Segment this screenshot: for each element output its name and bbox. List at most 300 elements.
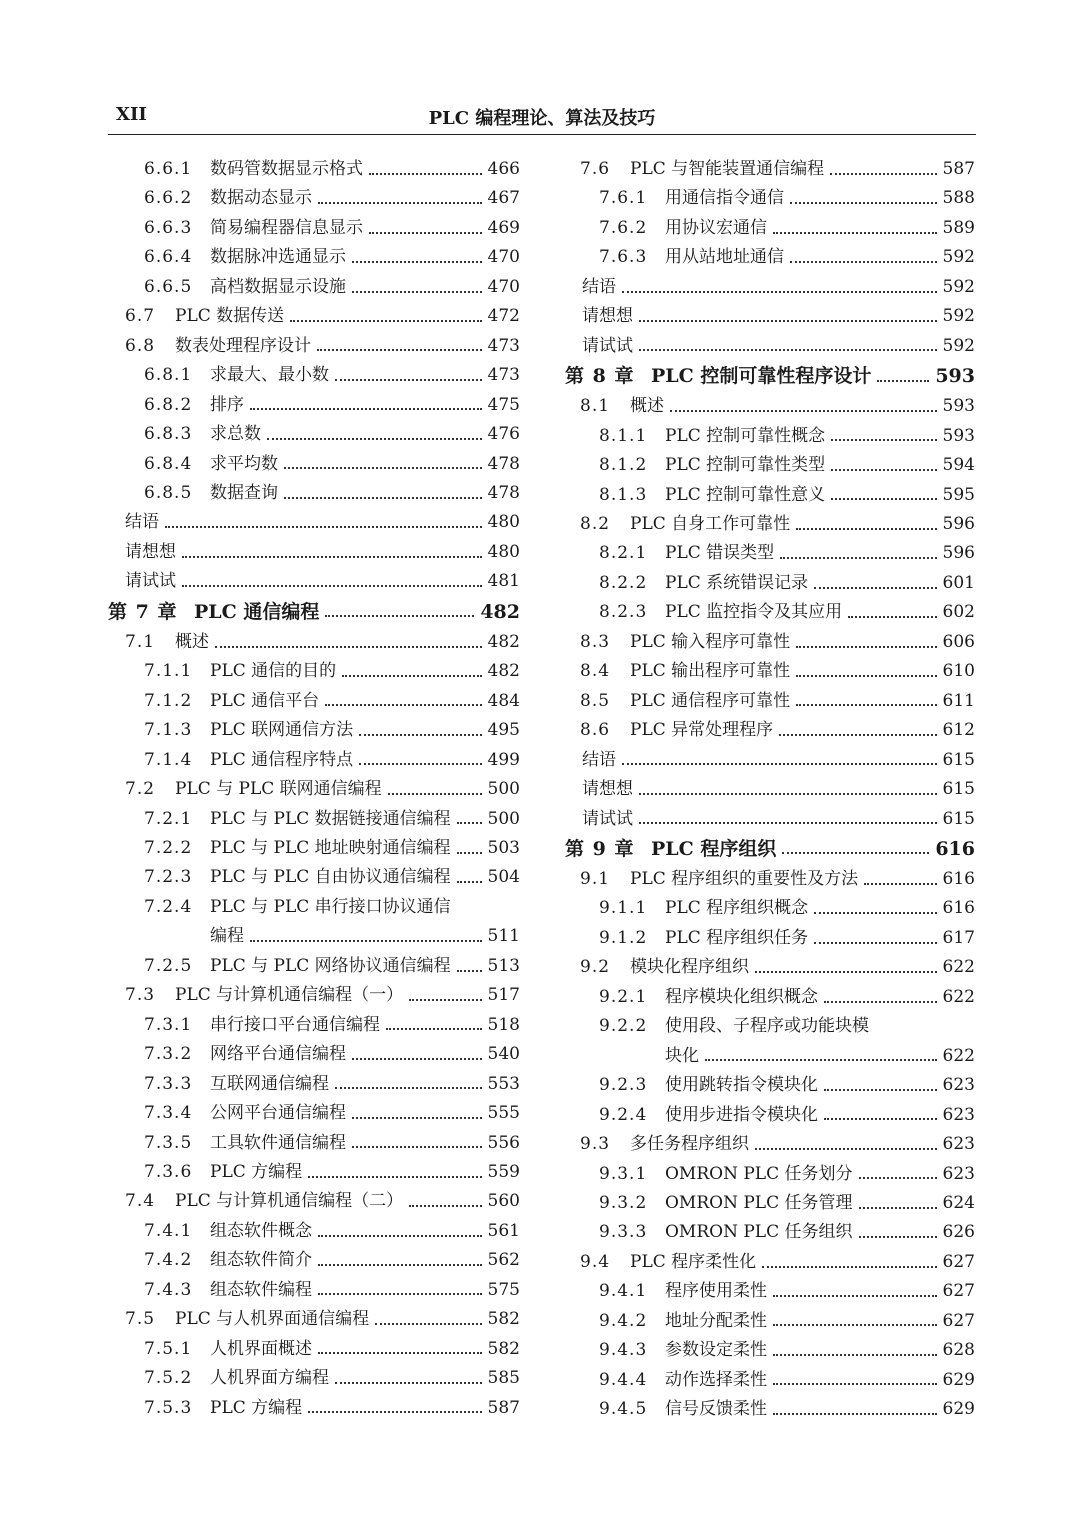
entry-title: OMRON PLC 任务管理 [665, 1192, 853, 1213]
chapter-entry [108, 597, 520, 628]
entry-title: 组态软件简介 [210, 1250, 312, 1271]
toc-entry [565, 1189, 975, 1218]
entry-number: 7.2.5 [144, 955, 193, 976]
entry-page: 585 [487, 1368, 520, 1389]
entry-page: 478 [487, 453, 520, 474]
entry-page: 611 [942, 690, 975, 711]
dot-leader [267, 438, 482, 440]
entry-title: 请想想 [125, 541, 176, 562]
dot-leader [877, 380, 929, 382]
toc-entry [565, 746, 975, 775]
entry-number: 7.4 [125, 1191, 156, 1212]
entry-number: 7.1 [125, 631, 156, 652]
dot-leader [705, 1059, 937, 1061]
entry-title: PLC 控制可靠性程序设计 [651, 365, 872, 388]
entry-number: 9.4.3 [599, 1340, 648, 1361]
entry-title: PLC 与 PLC 联网通信编程 [175, 779, 382, 800]
entry-number: 9.4 [580, 1251, 611, 1272]
entry-page: 475 [487, 394, 520, 415]
entry-page: 629 [942, 1369, 975, 1390]
toc-entry [565, 422, 975, 451]
dot-leader [773, 1383, 937, 1385]
entry-title: 请想想 [582, 306, 633, 327]
entry-title: 求最大、最小数 [210, 365, 329, 386]
entry-page: 500 [487, 779, 520, 800]
entry-title: PLC 输入程序可靠性 [630, 631, 791, 652]
entry-page: 623 [942, 1134, 975, 1155]
entry-title: 块化 [665, 1045, 699, 1066]
toc-entry [565, 539, 975, 568]
dot-leader [386, 1028, 482, 1030]
entry-title: 公网平台通信编程 [210, 1103, 346, 1124]
entry-number: 第 8 章 [565, 365, 635, 388]
entry-page: 556 [487, 1132, 520, 1153]
toc-entry [108, 302, 520, 331]
entry-title: 模块化程序组织 [630, 957, 749, 978]
entry-page: 517 [487, 985, 520, 1006]
toc-left-column [108, 155, 520, 1423]
entry-number: 9.1.1 [599, 898, 648, 919]
entry-title: OMRON PLC 任务划分 [665, 1163, 853, 1184]
entry-page: 627 [942, 1251, 975, 1272]
dot-leader [831, 439, 936, 441]
entry-page: 518 [487, 1014, 520, 1035]
entry-number: 7.5.1 [144, 1338, 193, 1359]
entry-page: 495 [487, 720, 520, 741]
entry-page: 589 [942, 217, 975, 238]
dot-leader [409, 999, 481, 1001]
entry-number: 7.3.4 [144, 1103, 193, 1124]
entry-page: 615 [942, 808, 975, 829]
entry-number: 9.3.3 [599, 1222, 648, 1243]
dot-leader [814, 912, 936, 914]
dot-leader [773, 1324, 937, 1326]
entry-title: 网络平台通信编程 [210, 1044, 346, 1065]
toc-entry [565, 569, 975, 598]
entry-number: 9.4.2 [599, 1310, 648, 1331]
entry-number: 7.2 [125, 779, 156, 800]
entry-number: 7.3.1 [144, 1014, 193, 1035]
toc-entry [108, 1099, 520, 1128]
toc-entry [565, 332, 975, 361]
entry-number: 6.6.2 [144, 188, 193, 209]
entry-page: 602 [942, 602, 975, 623]
entry-number: 9.1 [580, 868, 611, 889]
toc-entry [565, 273, 975, 302]
entry-number: 第 7 章 [108, 600, 178, 623]
entry-page: 513 [487, 955, 520, 976]
dot-leader [639, 793, 937, 795]
dot-leader [318, 202, 482, 204]
entry-page: 587 [487, 1397, 520, 1418]
entry-number: 6.6.5 [144, 276, 193, 297]
entry-page: 616 [942, 898, 975, 919]
toc-entry [565, 1042, 975, 1071]
entry-title: PLC 与 PLC 网络协议通信编程 [210, 955, 451, 976]
entry-title: PLC 通信编程 [194, 600, 320, 623]
entry-page: 500 [487, 808, 520, 829]
entry-number: 第 9 章 [565, 837, 635, 860]
dot-leader [830, 173, 936, 175]
toc-entry [108, 1394, 520, 1423]
entry-title: 请试试 [125, 571, 176, 592]
entry-title: 数码管数据显示格式 [210, 159, 363, 179]
entry-title: 工具软件通信编程 [210, 1132, 346, 1153]
toc-entry [565, 894, 975, 923]
entry-number: 9.3.2 [599, 1192, 648, 1213]
entry-title: PLC 程序组织概念 [665, 898, 809, 919]
toc-entry [108, 628, 520, 657]
entry-number: 6.7 [125, 306, 156, 327]
toc-entry [108, 1040, 520, 1069]
entry-page: 470 [487, 247, 520, 268]
dot-leader [639, 822, 937, 824]
entry-number: 8.3 [580, 631, 611, 652]
dot-leader [284, 497, 482, 499]
entry-page: 473 [487, 335, 520, 356]
entry-title: 组态软件概念 [210, 1220, 312, 1241]
dot-leader [831, 469, 936, 471]
toc-entry [565, 924, 975, 953]
toc-entry [108, 1187, 520, 1216]
dot-leader [317, 349, 482, 351]
entry-number: 7.5 [125, 1309, 156, 1330]
entry-page: 601 [942, 572, 975, 593]
dot-leader [308, 1176, 481, 1178]
toc-entry [565, 510, 975, 539]
entry-title: 求平均数 [210, 453, 278, 474]
dot-leader [352, 261, 482, 263]
entry-page: 606 [942, 631, 975, 652]
entry-page: 559 [487, 1161, 520, 1182]
toc-entry [565, 657, 975, 686]
dot-leader [388, 793, 482, 795]
entry-page: 582 [487, 1309, 520, 1330]
dot-leader [318, 1352, 482, 1354]
dot-leader [375, 1323, 481, 1325]
entry-page: 624 [942, 1192, 975, 1213]
dot-leader [182, 556, 482, 558]
entry-title: PLC 监控指令及其应用 [665, 602, 843, 623]
entry-page: 555 [487, 1103, 520, 1124]
toc-entry [565, 302, 975, 331]
dot-leader [182, 585, 482, 587]
entry-page: 466 [487, 159, 520, 179]
dot-leader [782, 852, 929, 854]
entry-page: 467 [487, 188, 520, 209]
dot-leader [457, 881, 482, 883]
entry-title: 简易编程器信息显示 [210, 217, 363, 238]
toc-entry [565, 1277, 975, 1306]
entry-title: PLC 通信平台 [210, 690, 320, 711]
entry-page: 562 [487, 1250, 520, 1271]
entry-page: 623 [942, 1075, 975, 1096]
entry-title: PLC 与智能装置通信编程 [630, 159, 825, 179]
dot-leader [342, 675, 481, 677]
entry-page: 596 [942, 513, 975, 534]
entry-page: 623 [942, 1163, 975, 1184]
entry-title: 使用步进指令模块化 [665, 1104, 818, 1125]
entry-page: 481 [487, 571, 520, 592]
dot-leader [359, 734, 481, 736]
entry-page: 503 [487, 837, 520, 858]
entry-number: 8.1.1 [599, 425, 648, 446]
entry-number: 6.8.5 [144, 482, 193, 503]
entry-title: 串行接口平台通信编程 [210, 1014, 380, 1035]
entry-title: PLC 程序组织任务 [665, 927, 809, 948]
entry-title: 使用段、子程序或功能块模 [665, 1016, 869, 1037]
dot-leader [335, 1382, 482, 1384]
entry-number: 7.2.3 [144, 867, 193, 888]
entry-page: 626 [942, 1222, 975, 1243]
dot-leader [622, 763, 937, 765]
entry-page: 472 [487, 306, 520, 327]
entry-title: 程序使用柔性 [665, 1281, 767, 1302]
entry-number: 8.2.3 [599, 602, 648, 623]
toc-entry [565, 184, 975, 213]
toc-entry [108, 1217, 520, 1246]
entry-number: 7.1.2 [144, 690, 193, 711]
entry-number: 8.2 [580, 513, 611, 534]
toc-entry [565, 1130, 975, 1159]
toc-entry [108, 1129, 520, 1158]
toc-entry [565, 1012, 975, 1041]
dot-leader [335, 379, 482, 381]
dot-leader [308, 1411, 481, 1413]
entry-page: 476 [487, 424, 520, 445]
entry-title: PLC 数据传送 [175, 306, 285, 327]
entry-page: 561 [487, 1220, 520, 1241]
entry-page: 480 [487, 512, 520, 533]
dot-leader [369, 173, 482, 175]
entry-title: 结语 [582, 276, 616, 297]
toc-entry [565, 1160, 975, 1189]
entry-title: 组态软件编程 [210, 1279, 312, 1300]
entry-title: 请试试 [582, 808, 633, 829]
toc-entry [108, 952, 520, 981]
entry-title: PLC 与 PLC 数据链接通信编程 [210, 808, 451, 829]
toc-entry [108, 746, 520, 775]
entry-title: PLC 错误类型 [665, 543, 775, 564]
entry-page: 617 [942, 927, 975, 948]
dot-leader [859, 1236, 937, 1238]
entry-title: 请试试 [582, 335, 633, 356]
entry-number: 7.3 [125, 985, 156, 1006]
entry-page: 593 [942, 425, 975, 446]
dot-leader [215, 646, 482, 648]
toc-entry [108, 420, 520, 449]
entry-number: 8.2.1 [599, 543, 648, 564]
dot-leader [165, 526, 482, 528]
toc-entry [565, 598, 975, 627]
toc-entry [565, 1218, 975, 1247]
header-rule [108, 134, 976, 135]
toc-entry [108, 214, 520, 243]
dot-leader [457, 822, 482, 824]
chapter-entry [565, 361, 975, 392]
dot-leader [790, 202, 937, 204]
entry-title: 求总数 [210, 424, 261, 445]
dot-leader [622, 291, 937, 293]
entry-number: 6.8.4 [144, 453, 193, 474]
entry-page: 511 [487, 926, 520, 947]
dot-leader [250, 940, 482, 942]
toc-entry [108, 716, 520, 745]
toc-entry [108, 361, 520, 390]
entry-number: 9.1.2 [599, 927, 648, 948]
dot-leader [859, 1177, 937, 1179]
entry-title: PLC 与 PLC 串行接口协议通信 [210, 896, 451, 917]
toc-entry [565, 865, 975, 894]
dot-leader [352, 1146, 482, 1148]
dot-leader [359, 763, 481, 765]
entry-title: 概述 [630, 396, 664, 417]
dot-leader [824, 1001, 937, 1003]
dot-leader [457, 852, 482, 854]
entry-page: 627 [942, 1281, 975, 1302]
entry-title: PLC 方编程 [210, 1161, 303, 1182]
toc-entry [565, 953, 975, 982]
page-numeral: XII [116, 104, 147, 125]
entry-title: PLC 与计算机通信编程（二） [175, 1191, 404, 1212]
entry-number: 7.6.1 [599, 188, 648, 209]
entry-page: 575 [487, 1279, 520, 1300]
entry-title: 互联网通信编程 [210, 1073, 329, 1094]
entry-title: 地址分配柔性 [665, 1310, 767, 1331]
entry-number: 8.1.3 [599, 484, 648, 505]
toc-entry [565, 983, 975, 1012]
entry-number: 6.6.3 [144, 217, 193, 238]
toc-entry [108, 1335, 520, 1364]
toc-entry [108, 332, 520, 361]
entry-title: PLC 通信的目的 [210, 661, 337, 682]
dot-leader [848, 616, 936, 618]
entry-number: 7.3.6 [144, 1161, 193, 1182]
entry-page: 629 [942, 1399, 975, 1420]
entry-title: PLC 与人机界面通信编程 [175, 1309, 370, 1330]
entry-title: PLC 通信程序特点 [210, 749, 354, 770]
entry-title: 概述 [175, 631, 209, 652]
entry-page: 553 [487, 1073, 520, 1094]
entry-number: 7.3.2 [144, 1044, 193, 1065]
toc-entry [565, 481, 975, 510]
toc-entry [108, 981, 520, 1010]
entry-title: PLC 与 PLC 自由协议通信编程 [210, 867, 451, 888]
dot-leader [325, 615, 474, 617]
entry-title: PLC 与 PLC 地址映射通信编程 [210, 837, 451, 858]
toc-entry [565, 1071, 975, 1100]
entry-number: 9.2.3 [599, 1075, 648, 1096]
entry-title: PLC 通信程序可靠性 [630, 690, 791, 711]
toc-entry [565, 628, 975, 657]
dot-leader [318, 1293, 482, 1295]
entry-title: PLC 程序组织 [651, 837, 777, 860]
entry-number: 7.1.4 [144, 749, 193, 770]
dot-leader [352, 1058, 482, 1060]
toc-entry [565, 1336, 975, 1365]
entry-number: 9.2.4 [599, 1104, 648, 1125]
entry-number: 9.2.2 [599, 1016, 648, 1037]
entry-title: 用协议宏通信 [665, 217, 767, 238]
dot-leader [762, 1266, 936, 1268]
toc-entry [108, 1364, 520, 1393]
dot-leader [290, 320, 481, 322]
entry-page: 592 [942, 247, 975, 268]
entry-page: 499 [487, 749, 520, 770]
dot-leader [352, 291, 482, 293]
toc-entry [565, 1366, 975, 1395]
entry-number: 7.5.3 [144, 1397, 193, 1418]
toc-entry [108, 1246, 520, 1275]
entry-page: 615 [942, 749, 975, 770]
entry-page: 582 [487, 1338, 520, 1359]
entry-number: 6.6.1 [144, 159, 193, 179]
dot-leader [824, 1118, 937, 1120]
dot-leader [790, 261, 937, 263]
page-header [108, 100, 976, 136]
entry-title: PLC 控制可靠性类型 [665, 455, 826, 476]
dot-leader [814, 587, 936, 589]
entry-number: 9.4.4 [599, 1369, 648, 1390]
entry-title: 人机界面概述 [210, 1338, 312, 1359]
entry-title: 多任务程序组织 [630, 1134, 749, 1155]
entry-number: 8.6 [580, 720, 611, 741]
dot-leader [639, 320, 937, 322]
dot-leader [670, 410, 937, 412]
entry-page: 504 [487, 867, 520, 888]
entry-number: 8.4 [580, 661, 611, 682]
toc-entry [108, 687, 520, 716]
toc-entry [108, 391, 520, 420]
entry-title: 数据动态显示 [210, 188, 312, 209]
toc-entry [565, 451, 975, 480]
entry-title: PLC 输出程序可靠性 [630, 661, 791, 682]
entry-number: 7.4.2 [144, 1250, 193, 1271]
toc-entry [565, 687, 975, 716]
entry-page: 592 [942, 306, 975, 327]
toc-entry [565, 805, 975, 834]
entry-number: 7.1.3 [144, 720, 193, 741]
entry-page: 622 [942, 986, 975, 1007]
toc-entry [108, 155, 520, 184]
entry-page: 478 [487, 482, 520, 503]
entry-title: 用通信指令通信 [665, 188, 784, 209]
entry-page: 587 [942, 159, 975, 179]
toc-entry [108, 567, 520, 596]
dot-leader [831, 498, 936, 500]
toc-entry [108, 1158, 520, 1187]
toc-entry [108, 834, 520, 863]
entry-page: 616 [942, 868, 975, 889]
dot-leader [780, 557, 936, 559]
toc-entry [565, 155, 975, 184]
entry-number: 7.3.3 [144, 1073, 193, 1094]
toc-entry [108, 1070, 520, 1099]
entry-title: 结语 [125, 512, 159, 533]
toc-entry [565, 214, 975, 243]
dot-leader [352, 1117, 482, 1119]
entry-page: 622 [942, 1045, 975, 1066]
entry-number: 6.8.2 [144, 394, 193, 415]
dot-leader [318, 1264, 482, 1266]
entry-page: 627 [942, 1310, 975, 1331]
entry-page: 469 [487, 217, 520, 238]
entry-page: 594 [942, 455, 975, 476]
toc-entry [108, 1305, 520, 1334]
dot-leader [409, 1205, 481, 1207]
toc-entry [108, 657, 520, 686]
entry-page: 473 [487, 365, 520, 386]
